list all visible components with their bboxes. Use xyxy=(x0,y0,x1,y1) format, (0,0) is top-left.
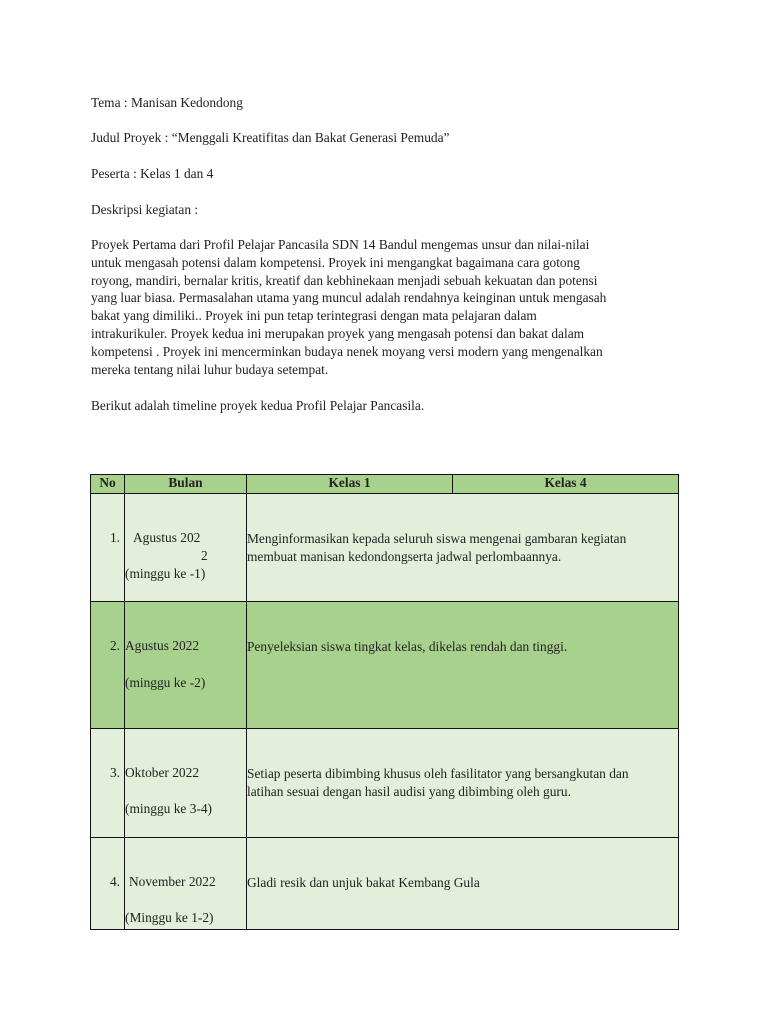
header-kelas1: Kelas 1 xyxy=(247,475,453,494)
activity-line: latihan sesuai dengan hasil audisi yang dibimbing oleh guru. xyxy=(247,783,571,799)
bulan-week: (minggu ke -1) xyxy=(125,566,206,581)
bulan-week: (minggu ke 3-4) xyxy=(125,801,213,816)
row-number xyxy=(91,838,125,930)
activity-cell xyxy=(247,729,679,838)
row-number-text: 3. xyxy=(109,765,120,780)
deskripsi-line: intrakurikuler. Proyek kedua ini merupakan proyek yang mengasah potensi dan bakat dalam xyxy=(91,325,585,341)
bulan-month: Agustus 202 xyxy=(133,530,201,545)
activity-line: membuat manisan kedondongserta jadwal perlombaannya. xyxy=(247,548,562,564)
table-row xyxy=(91,602,679,729)
deskripsi-line: kompetensi . Proyek ini mencerminkan budaya nenek moyang versi modern yang mengenalkan xyxy=(91,343,603,359)
activity-line: Penyeleksian siswa tingkat kelas, dikelas rendah dan tinggi. xyxy=(247,639,568,654)
deskripsi-label: Deskripsi kegiatan : xyxy=(91,202,199,217)
bulan-cell xyxy=(125,729,247,838)
bulan-week: (minggu ke -2) xyxy=(125,675,206,690)
row-number xyxy=(91,602,125,729)
row-number xyxy=(91,494,125,602)
table-row xyxy=(91,729,679,838)
bulan-cell xyxy=(125,838,247,930)
row-number-text: 4. xyxy=(109,874,120,889)
tema-line: Tema : Manisan Kedondong xyxy=(91,95,243,110)
bulan-cell xyxy=(125,494,247,602)
activity-cell xyxy=(247,838,679,930)
deskripsi-line: royong, mandiri, bernalar kritis, kreatif dan kebhinekaan menjadi sebuah kekuatan dan potensi xyxy=(91,272,598,288)
row-number-text: 2. xyxy=(109,638,120,653)
header-no: No xyxy=(91,475,125,494)
activity-line: Menginformasikan kepada seluruh siswa mengenai gambaran kegiatan xyxy=(247,531,627,546)
activity-line: Gladi resik dan unjuk bakat Kembang Gula xyxy=(247,875,480,890)
activity-cell xyxy=(247,494,679,602)
bulan-week: (Minggu ke 1-2) xyxy=(125,910,214,925)
deskripsi-paragraph xyxy=(91,236,681,378)
table-row xyxy=(91,838,679,930)
deskripsi-line: untuk mengasah potensi dalam kompetensi. Proyek ini mengangkat bagaimana cara gotong xyxy=(91,254,581,270)
bulan-month: Oktober 2022 xyxy=(125,765,200,780)
timeline-table xyxy=(90,474,679,930)
activity-line: Setiap peserta dibimbing khusus oleh fasilitator yang bersangkutan dan xyxy=(247,766,629,781)
bulan-month: November 2022 xyxy=(129,874,216,889)
deskripsi-line: yang luar biasa. Permasalahan utama yang muncul adalah rendahnya keinginan untuk mengasah xyxy=(91,290,607,306)
peserta-line: Peserta : Kelas 1 dan 4 xyxy=(91,166,214,181)
deskripsi-line: mereka tentang nilai luhur budaya setempat. xyxy=(91,361,329,377)
row-number xyxy=(91,729,125,838)
header-bulan: Bulan xyxy=(125,475,247,494)
deskripsi-line: Proyek Pertama dari Profil Pelajar Pancasila SDN 14 Bandul mengemas unsur dan nilai-nilai xyxy=(91,237,590,252)
timeline-intro: Berikut adalah timeline proyek kedua Profil Pelajar Pancasila. xyxy=(91,398,425,413)
header-kelas4: Kelas 4 xyxy=(453,475,679,494)
table-header-row xyxy=(91,475,679,494)
bulan-cell xyxy=(125,602,247,729)
row-number-text: 1. xyxy=(109,530,120,545)
activity-cell xyxy=(247,602,679,729)
bulan-month: Agustus 2022 xyxy=(125,638,200,653)
bulan-month-wrap: 2 xyxy=(201,548,208,563)
table-row xyxy=(91,494,679,602)
deskripsi-line: bakat yang dimiliki.. Proyek ini pun tetap terintegrasi dengan mata pelajaran dalam xyxy=(91,308,537,324)
judul-line: Judul Proyek : “Menggali Kreatifitas dan Bakat Generasi Pemuda” xyxy=(91,130,450,145)
